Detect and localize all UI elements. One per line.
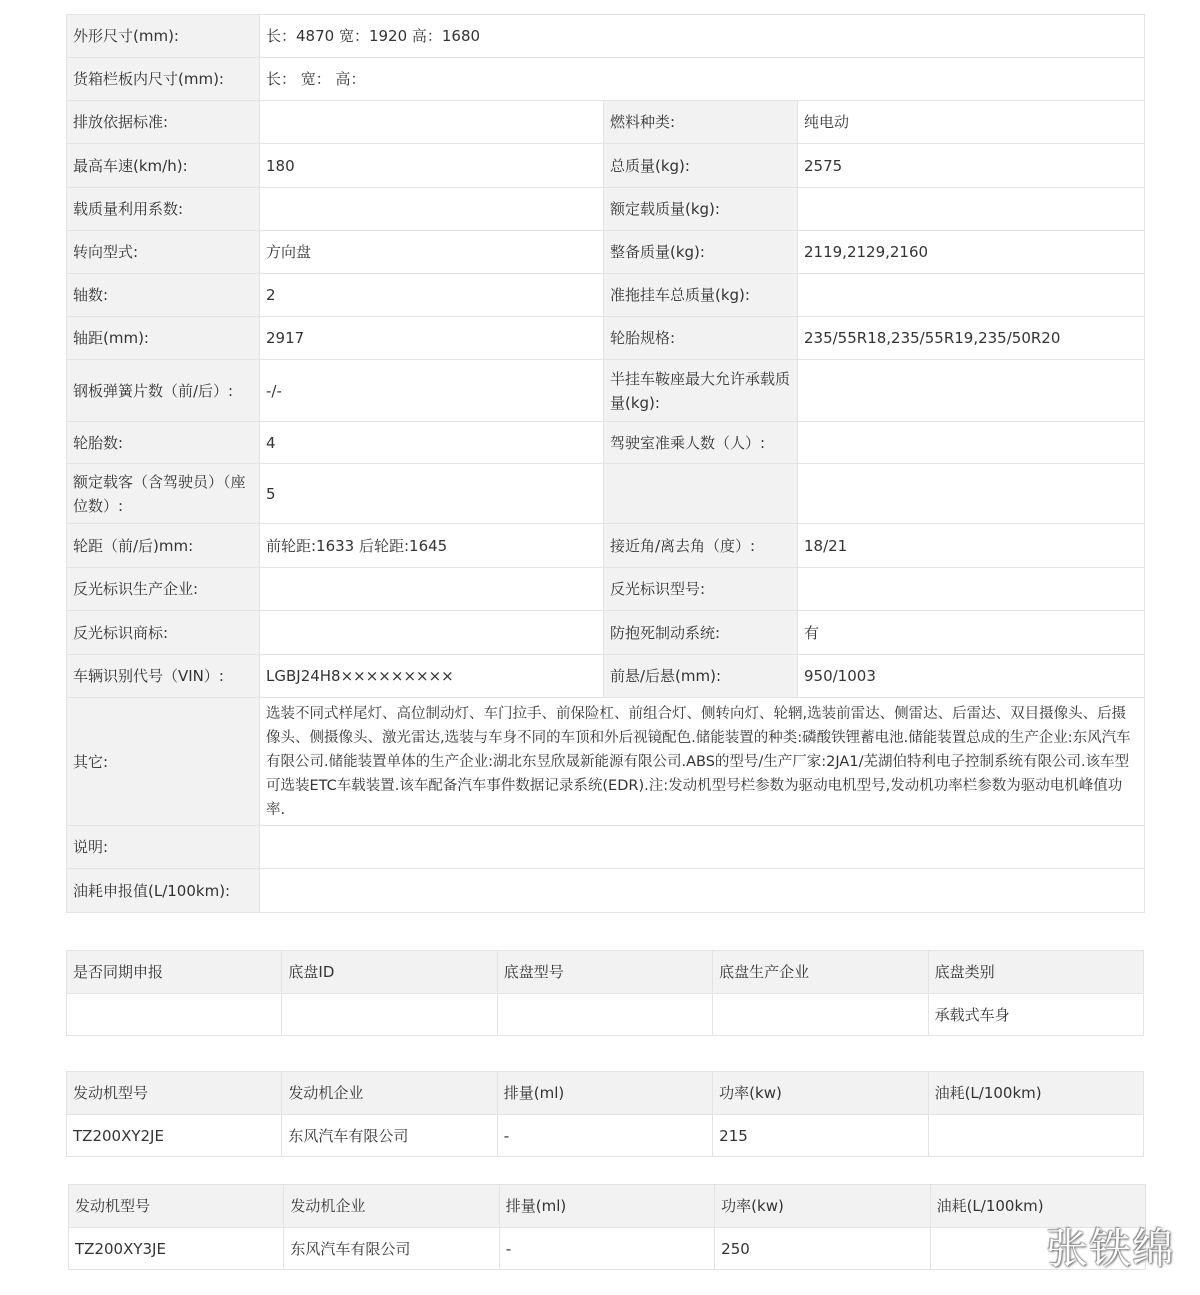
engine-header-power: 功率(kw) <box>713 1072 928 1115</box>
engine-header-model: 发动机型号 <box>69 1185 284 1228</box>
fuel-type-label: 燃料种类: <box>604 101 798 144</box>
engine-displacement-value: - <box>499 1228 714 1270</box>
trailer-mass-value <box>798 274 1145 317</box>
cargo-dims-value: 长： 宽： 高： <box>260 58 1145 101</box>
approach-angle-label: 接近角/离去角（度）: <box>604 524 798 568</box>
other-value: 选装不同式样尾灯、高位制动灯、车门拉手、前保险杠、前组合灯、侧转向灯、轮辋,选装前雷达、侧雷达、后雷达、双目摄像头、后摄像头、侧摄像头、激光雷达,选装与车身不同的车顶和外后视镜配色.储能装置的种类:磷酸铁锂蓄电池.储能装置总成的生产企业:东风汽车有限公司.储能装置单体的生产企业:湖北东昱欣晟新能源有限公司.ABS的型号/生产厂家:2JA1/芜湖伯特利电子控制系统有限公司.该车型可选装ETC车载装置.该车配备汽车事件数据记录系统(EDR).注:发动机型号栏参数为驱动电机型号,发动机功率栏参数为驱动电机峰值功率. <box>260 698 1145 826</box>
overhang-value: 950/1003 <box>798 655 1145 698</box>
vehicle-spec-table <box>66 14 1145 913</box>
engine-header-power: 功率(kw) <box>715 1185 930 1228</box>
engine-header-displacement: 排量(ml) <box>499 1185 714 1228</box>
rated-load-label: 额定载质量(kg): <box>604 188 798 231</box>
track-value: 前轮距:1633 后轮距:1645 <box>260 524 604 568</box>
reflector-brand-label: 反光标识商标: <box>67 611 260 655</box>
emission-label: 排放依据标准: <box>67 101 260 144</box>
chassis-id-value <box>282 994 497 1036</box>
engine-maker-value: 东风汽车有限公司 <box>282 1115 497 1157</box>
overhang-label: 前悬/后悬(mm): <box>604 655 798 698</box>
abs-label: 防抱死制动系统: <box>604 611 798 655</box>
cab-capacity-value <box>798 422 1145 464</box>
axles-value: 2 <box>260 274 604 317</box>
chassis-maker-value <box>713 994 928 1036</box>
engine-header-fuel: 油耗(L/100km) <box>928 1072 1143 1115</box>
cargo-dims-label: 货箱栏板内尺寸(mm): <box>67 58 260 101</box>
chassis-table <box>66 950 1144 1036</box>
fuel-consumption-value <box>260 869 1145 913</box>
chassis-same-period-value <box>67 994 282 1036</box>
reflector-model-value <box>798 568 1145 611</box>
engine-model-value: TZ200XY3JE <box>69 1228 284 1270</box>
wheelbase-value: 2917 <box>260 317 604 360</box>
steering-label: 转向型式: <box>67 231 260 274</box>
note-label: 说明: <box>67 826 260 869</box>
saddle-load-label: 半挂车鞍座最大允许承载质量(kg): <box>604 360 798 422</box>
chassis-header-maker: 底盘生产企业 <box>713 951 928 994</box>
vin-value: LGBJ24H8××××××××× <box>260 655 604 698</box>
saddle-load-value <box>798 360 1145 422</box>
rated-load-value <box>798 188 1145 231</box>
max-speed-label: 最高车速(km/h): <box>67 144 260 188</box>
chassis-header-id: 底盘ID <box>282 951 497 994</box>
engine-power-value: 250 <box>715 1228 930 1270</box>
seats-extra-value <box>798 464 1145 524</box>
note-value <box>260 826 1145 869</box>
seats-extra-label <box>604 464 798 524</box>
vin-label: 车辆识别代号（VIN）: <box>67 655 260 698</box>
trailer-mass-label: 准拖挂车总质量(kg): <box>604 274 798 317</box>
reflector-maker-value <box>260 568 604 611</box>
engine-fuel-value <box>928 1115 1143 1157</box>
author-watermark: 张铁绵 <box>1046 1224 1176 1273</box>
total-mass-value: 2575 <box>798 144 1145 188</box>
curb-mass-label: 整备质量(kg): <box>604 231 798 274</box>
engine-header-displacement: 排量(ml) <box>497 1072 712 1115</box>
reflector-maker-label: 反光标识生产企业: <box>67 568 260 611</box>
engine-displacement-value: - <box>497 1115 712 1157</box>
engine-header-maker: 发动机企业 <box>282 1072 497 1115</box>
other-label: 其它: <box>67 698 260 826</box>
engine-model-value: TZ200XY2JE <box>67 1115 282 1157</box>
seats-value: 5 <box>260 464 604 524</box>
wheelbase-label: 轴距(mm): <box>67 317 260 360</box>
steering-value: 方向盘 <box>260 231 604 274</box>
load-coef-value <box>260 188 604 231</box>
engine-header-fuel: 油耗(L/100km) <box>930 1185 1145 1228</box>
curb-mass-value: 2119,2129,2160 <box>798 231 1145 274</box>
tire-spec-label: 轮胎规格: <box>604 317 798 360</box>
reflector-model-label: 反光标识型号: <box>604 568 798 611</box>
engine-power-value: 215 <box>713 1115 928 1157</box>
axles-label: 轴数: <box>67 274 260 317</box>
tire-count-value: 4 <box>260 422 604 464</box>
engine-table-2 <box>68 1184 1146 1270</box>
load-coef-label: 载质量利用系数: <box>67 188 260 231</box>
tire-count-label: 轮胎数: <box>67 422 260 464</box>
chassis-type-value: 承载式车身 <box>928 994 1143 1036</box>
seats-label: 额定载客（含驾驶员）（座位数）: <box>67 464 260 524</box>
engine-header-maker: 发动机企业 <box>284 1185 499 1228</box>
dims-label: 外形尺寸(mm): <box>67 15 260 58</box>
chassis-header-model: 底盘型号 <box>497 951 712 994</box>
cab-capacity-label: 驾驶室准乘人数（人）: <box>604 422 798 464</box>
engine-header-model: 发动机型号 <box>67 1072 282 1115</box>
tire-spec-value: 235/55R18,235/55R19,235/50R20 <box>798 317 1145 360</box>
abs-value: 有 <box>798 611 1145 655</box>
chassis-header-type: 底盘类别 <box>928 951 1143 994</box>
dims-value: 长：4870 宽：1920 高：1680 <box>260 15 1145 58</box>
spring-value: -/- <box>260 360 604 422</box>
reflector-brand-value <box>260 611 604 655</box>
engine-table-1 <box>66 1071 1144 1157</box>
spring-label: 钢板弹簧片数（前/后）: <box>67 360 260 422</box>
fuel-type-value: 纯电动 <box>798 101 1145 144</box>
chassis-model-value <box>497 994 712 1036</box>
engine-maker-value: 东风汽车有限公司 <box>284 1228 499 1270</box>
fuel-consumption-label: 油耗申报值(L/100km): <box>67 869 260 913</box>
chassis-header-same-period: 是否同期申报 <box>67 951 282 994</box>
approach-angle-value: 18/21 <box>798 524 1145 568</box>
total-mass-label: 总质量(kg): <box>604 144 798 188</box>
max-speed-value: 180 <box>260 144 604 188</box>
track-label: 轮距（前/后)mm: <box>67 524 260 568</box>
emission-value <box>260 101 604 144</box>
